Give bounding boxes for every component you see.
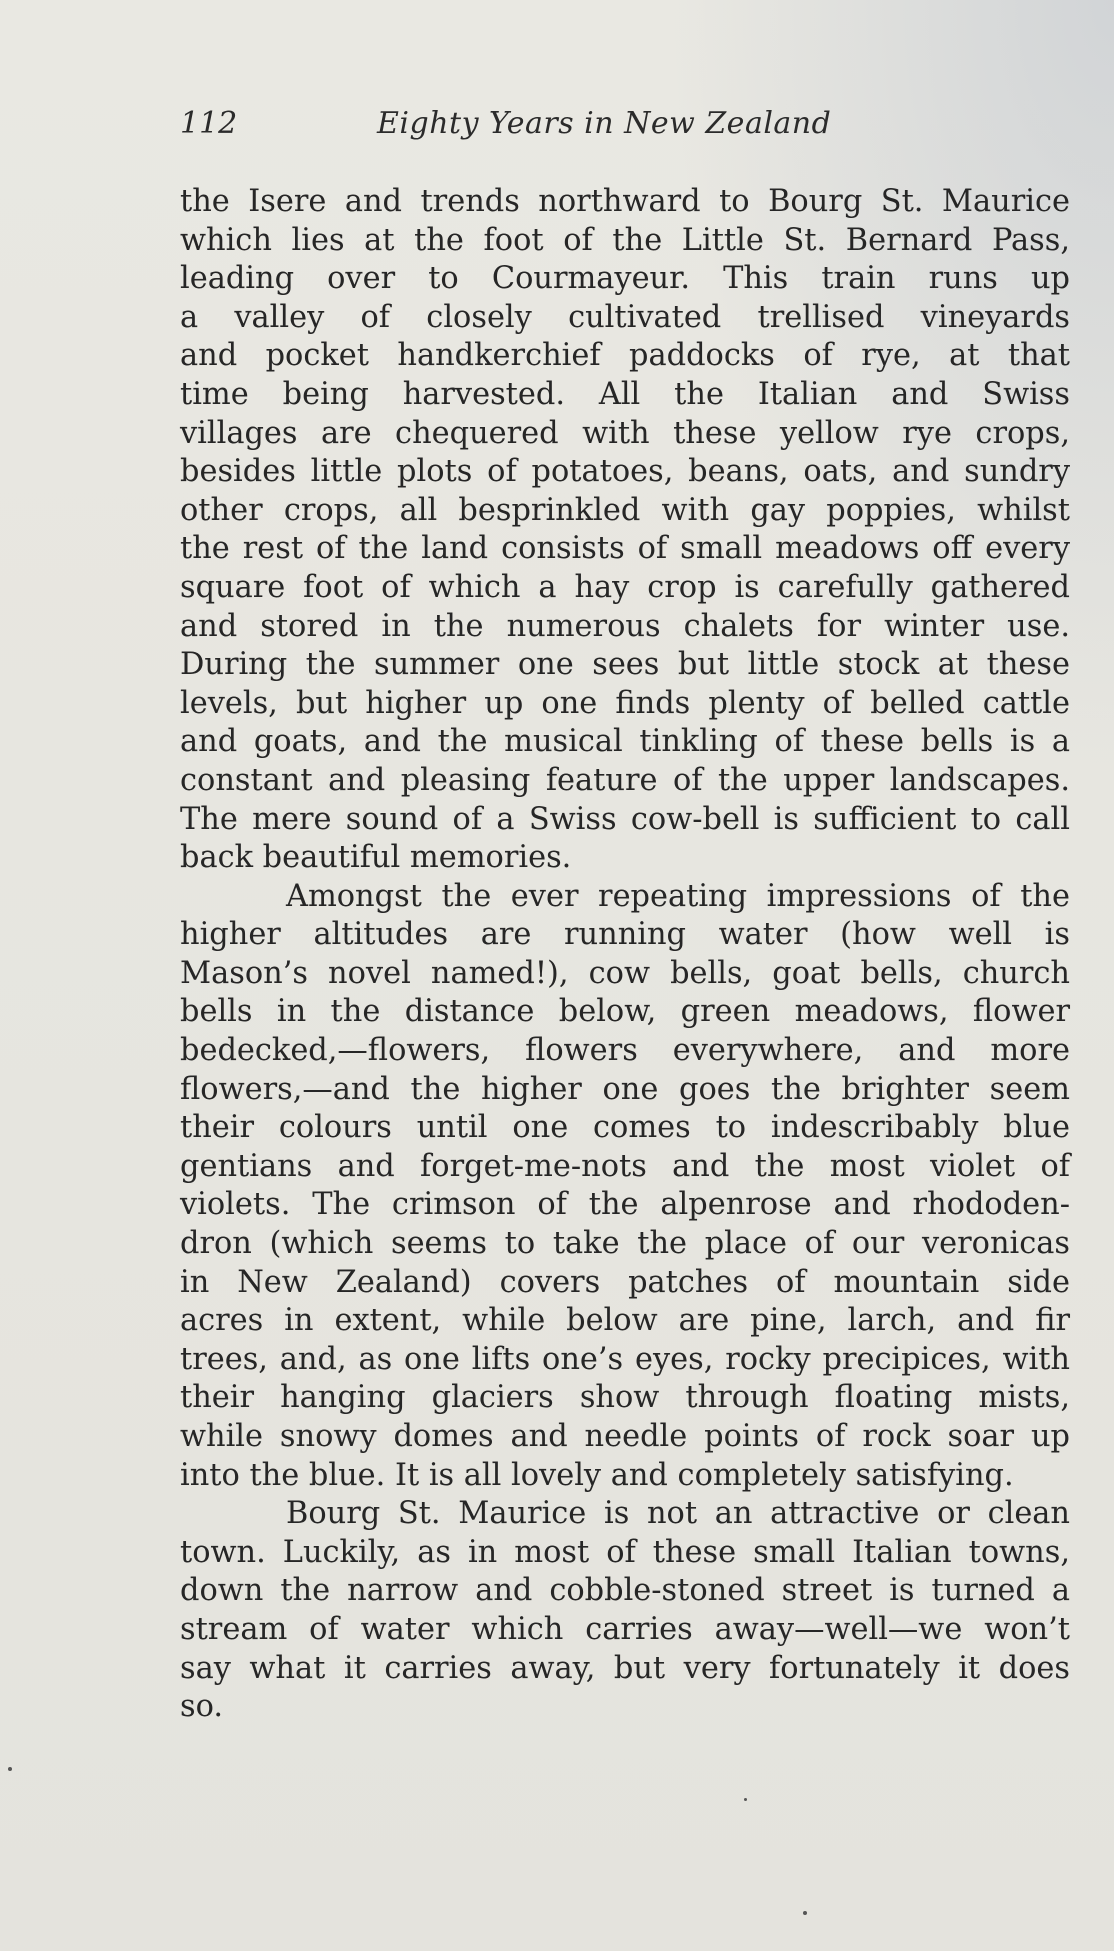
text-line: in New Zealand) covers patches of mountain side: [180, 1264, 1070, 1300]
text-line: their hanging glaciers show through floating mists,: [180, 1380, 1070, 1416]
text-line: say what it carries away, but very fortunately it does: [180, 1650, 1070, 1686]
book-title: Eighty Years in New Zealand: [377, 106, 832, 141]
page-number: 112: [180, 106, 238, 141]
text-line: down the narrow and cobble-stoned street is turned a: [180, 1573, 1070, 1609]
paragraph: [180, 878, 1070, 1496]
text-line: bedecked,—flowers, flowers everywhere, and more: [180, 1033, 1070, 1069]
text-line: a valley of closely cultivated trellised vineyards: [180, 299, 1070, 335]
text-line: town. Luckily, as in most of these small Italian towns,: [180, 1534, 1070, 1570]
text-line: bells in the distance below, green meadows, flower: [180, 994, 1070, 1030]
body-text: [180, 183, 1070, 1727]
text-line: so.: [180, 1689, 224, 1725]
text-line: Amongst the ever repeating impressions of the: [286, 878, 1070, 914]
paragraph: [180, 183, 1070, 878]
text-line: back beautiful memories.: [180, 840, 572, 876]
text-line: levels, but higher up one finds plenty of belled cattle: [180, 685, 1070, 721]
text-line: The mere sound of a Swiss cow-bell is sufficient to call: [180, 801, 1070, 837]
text-line: which lies at the foot of the Little St. Bernard Pass,: [180, 222, 1070, 258]
text-line: gentians and forget-me-nots and the most violet of: [180, 1148, 1070, 1184]
text-line: stream of water which carries away—well—we won’t: [180, 1611, 1070, 1647]
text-line: villages are chequered with these yellow rye crops,: [180, 415, 1070, 451]
text-line: acres in extent, while below are pine, larch, and fir: [180, 1303, 1070, 1339]
text-line: the rest of the land consists of small meadows off every: [180, 531, 1070, 567]
text-line: their colours until one comes to indescribably blue: [180, 1110, 1070, 1146]
text-line: violets. The crimson of the alpenrose and rhododen-: [180, 1187, 1070, 1223]
ink-speck: [803, 1911, 807, 1915]
ink-speck: [744, 1798, 747, 1801]
text-line: into the blue. It is all lovely and completely satisfying.: [180, 1457, 1014, 1493]
text-line: During the summer one sees but little stock at these: [180, 647, 1070, 683]
text-line: trees, and, as one lifts one’s eyes, rocky precipices, with: [180, 1341, 1070, 1377]
text-line: and goats, and the musical tinkling of these bells is a: [180, 724, 1070, 760]
running-head: [180, 106, 880, 150]
text-line: time being harvested. All the Italian and Swiss: [180, 376, 1070, 412]
text-line: constant and pleasing feature of the upper landscapes.: [180, 762, 1070, 798]
text-line: and stored in the numerous chalets for winter use.: [180, 608, 1070, 644]
text-line: other crops, all besprinkled with gay poppies, whilst: [180, 492, 1070, 528]
text-line: Mason’s novel named!), cow bells, goat bells, church: [180, 955, 1070, 991]
text-line: dron (which seems to take the place of our veronicas: [180, 1226, 1070, 1262]
text-line: Bourg St. Maurice is not an attractive or clean: [286, 1496, 1070, 1532]
text-line: the Isere and trends northward to Bourg St. Maurice: [180, 184, 1070, 219]
text-line: flowers,—and the higher one goes the brighter seem: [180, 1071, 1070, 1107]
text-line: leading over to Courmayeur. This train runs up: [180, 261, 1070, 297]
text-line: besides little plots of potatoes, beans, oats, and sundry: [180, 454, 1070, 490]
ink-speck: [8, 1767, 12, 1771]
text-line: while snowy domes and needle points of rock soar up: [180, 1419, 1070, 1454]
text-line: square foot of which a hay crop is carefully gathered: [180, 569, 1070, 605]
paragraph: [180, 1495, 1070, 1727]
text-line: higher altitudes are running water (how well is: [180, 917, 1070, 953]
text-line: and pocket handkerchief paddocks of rye, at that: [180, 338, 1070, 374]
